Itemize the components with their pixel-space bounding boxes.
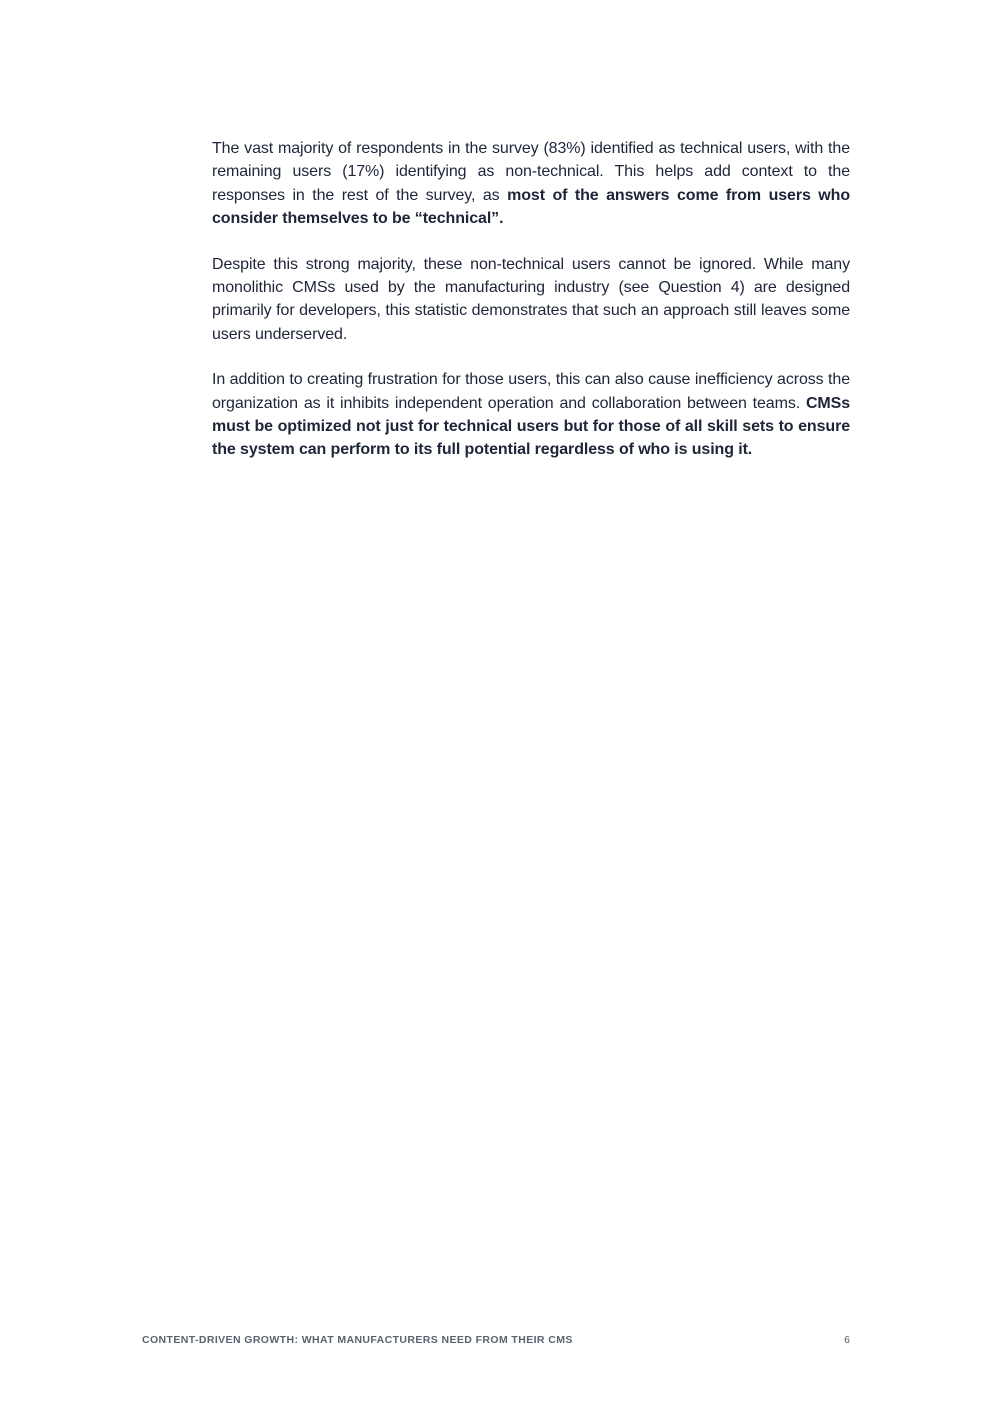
page-footer bbox=[142, 1332, 850, 1348]
paragraph-inefficiency bbox=[212, 368, 850, 462]
paragraph-non-technical bbox=[212, 253, 850, 347]
footer-title: CONTENT-DRIVEN GROWTH: WHAT MANUFACTURERS NEED FROM THEIR CMS bbox=[142, 1334, 573, 1346]
paragraph-emphasis: CMSs must be optimized not just for technical users but for those of all skill sets to ensure the system can perform to its full potential regardless of who is using it. bbox=[212, 394, 850, 459]
paragraph-text: In addition to creating frustration for those users, this can also cause inefficiency across the organization as it inhibits independent operation and collaboration between teams. bbox=[212, 371, 850, 412]
body-content bbox=[212, 137, 850, 484]
paragraph-text: The vast majority of respondents in the survey (83%) identified as technical users, with the remaining users (17%) identifying as non-technical. This helps add context to the responses in the rest of the survey, as bbox=[212, 140, 850, 204]
paragraph-emphasis: most of the answers come from users who consider themselves to be “technical”. bbox=[212, 186, 851, 228]
page-number: 6 bbox=[844, 1334, 850, 1346]
paragraph-respondents bbox=[212, 137, 850, 231]
paragraph-text: Despite this strong majority, these non-technical users cannot be ignored. While many monolithic CMSs used by the manufacturing industry (see Question 4) are designed primarily for developers, this statistic demonstrates that such an approach still leaves some users underserved. bbox=[212, 255, 850, 343]
